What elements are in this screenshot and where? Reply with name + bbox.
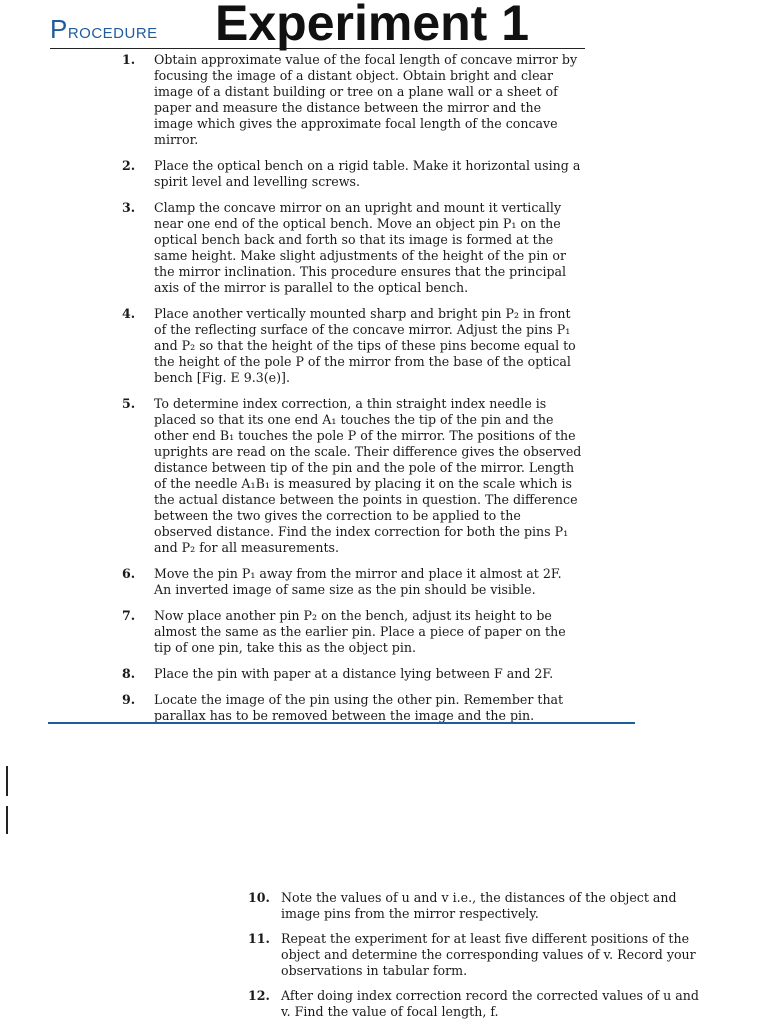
list-item [248, 988, 710, 1020]
step-number: 6. [122, 566, 136, 581]
experiment-title: Experiment 1 [215, 0, 530, 51]
list-item [110, 52, 582, 148]
section-divider [48, 722, 635, 724]
step-text: Place another vertically mounted sharp and bright pin P₂ in front of the reflecting surface of the concave mirror. Adjust the pins P₁ and P₂ so that the height of the tips of these pins become equal to the height of the pole P of the mirror from the base of the optical bench [Fig. E 9.3(e)]. [154, 306, 576, 385]
margin-rule [6, 806, 8, 834]
list-item [110, 566, 582, 598]
step-number: 11. [248, 931, 270, 946]
step-number: 7. [122, 608, 136, 623]
step-text: Locate the image of the pin using the other pin. Remember that parallax has to be removed between the image and the pin. [154, 692, 564, 723]
list-item [110, 692, 582, 724]
step-text: To determine index correction, a thin straight index needle is placed so that its one end A₁ touches the tip of the pin and the other end B₁ touches the pole P of the mirror. The positions of the uprights are read on the scale. Their difference gives the observed distance between tip of the pin and the pole of the mirror. Length of the needle A₁B₁ is measured by placing it on the scale which is the actual distance between the points in question. The difference between the two gives the correction to be applied to the observed distance. Find the index correction for both the pins P₁ and P₂ for all measurements. [154, 396, 582, 555]
list-item [110, 666, 582, 682]
step-text: Repeat the experiment for at least five different positions of the object and determine the corresponding values of v. Record your observations in tabular form. [281, 931, 696, 978]
step-text: Place the pin with paper at a distance lying between F and 2F. [154, 666, 554, 681]
step-number: 1. [122, 52, 136, 67]
margin-rule [6, 766, 8, 796]
step-text: Now place another pin P₂ on the bench, adjust its height to be almost the same as the earlier pin. Place a piece of paper on the tip of one pin, take this as the object pin. [154, 608, 566, 655]
step-number: 9. [122, 692, 136, 707]
step-number: 5. [122, 396, 136, 411]
step-text: After doing index correction record the corrected values of u and v. Find the value of focal length, f. [281, 988, 699, 1019]
list-item [110, 608, 582, 656]
section-label [50, 14, 158, 45]
list-item [110, 200, 582, 296]
step-text: Obtain approximate value of the focal length of concave mirror by focusing the image of a distant object. Obtain bright and clear image of a distant building or tree on a plane wall or a sheet of paper and measure the distance between the mirror and the image which gives the approximate focal length of the concave mirror. [154, 52, 578, 147]
step-text: Place the optical bench on a rigid table. Make it horizontal using a spirit level and levelling screws. [154, 158, 581, 189]
page-header [50, 2, 585, 49]
list-item [110, 396, 582, 556]
section-label-initial: P [50, 14, 68, 44]
list-item [110, 158, 582, 190]
step-number: 4. [122, 306, 136, 321]
list-item [248, 931, 710, 979]
procedure-steps [110, 52, 582, 734]
step-text: Clamp the concave mirror on an upright and mount it vertically near one end of the optical bench. Move an object pin P₁ on the optical bench back and forth so that its image is formed at the same height. Make slight adjustments of the height of the pin or the mirror inclination. This procedure ensures that the principal axis of the mirror is parallel to the optical bench. [154, 200, 567, 295]
list-item [248, 890, 710, 922]
step-number: 12. [248, 988, 270, 1003]
step-text: Note the values of u and v i.e., the distances of the object and image pins from the mirror respectively. [281, 890, 677, 921]
procedure-steps-continued [248, 890, 710, 1029]
section-label-rest: ROCEDURE [67, 25, 158, 42]
step-number: 10. [248, 890, 270, 905]
step-text: Move the pin P₁ away from the mirror and place it almost at 2F. An inverted image of same size as the pin should be visible. [154, 566, 562, 597]
step-number: 8. [122, 666, 136, 681]
step-number: 3. [122, 200, 136, 215]
step-number: 2. [122, 158, 136, 173]
list-item [110, 306, 582, 386]
